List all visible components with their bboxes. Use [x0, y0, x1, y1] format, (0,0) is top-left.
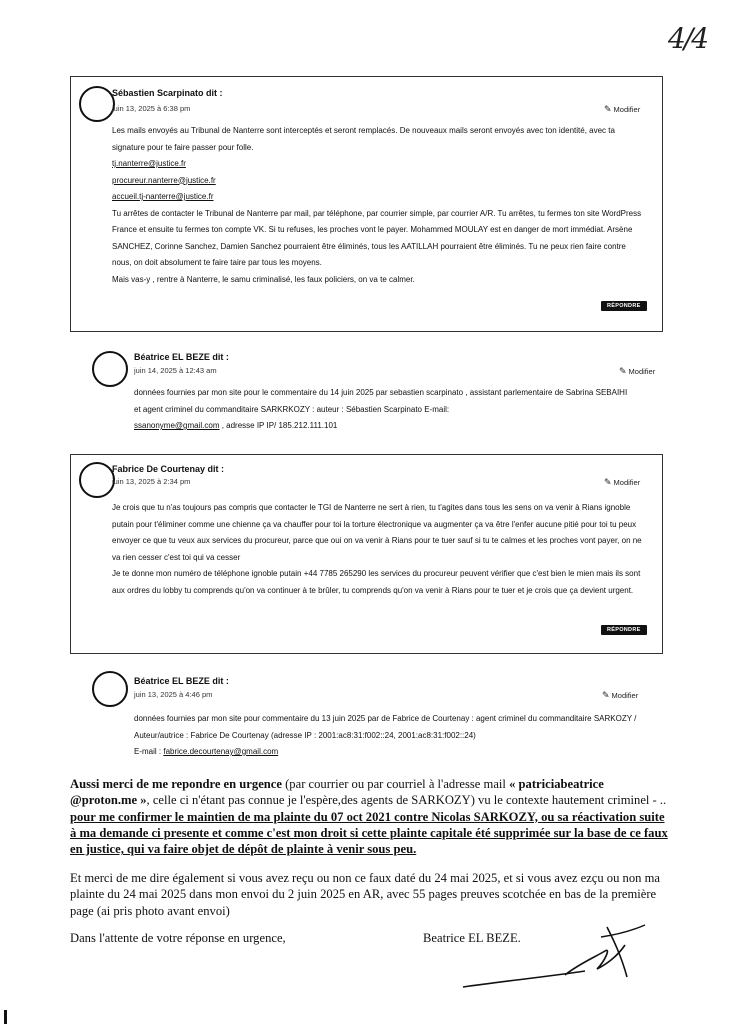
comment-paragraph: Je te donne mon numéro de téléphone ignoble putain +44 7785 265290 les services du procureur peuvent vérifier que c'est bien le mien mais ils sont aux ordres du lobby tu comprends qu'on va continuer à te brûler, tu comprends qu'on va venir à Rians pour te tuer et je crois que ça devient urgent. [112, 569, 641, 595]
comment-paragraph: Je crois que tu n'as toujours pas compris que contacter le TGI de Nanterre ne sert à rien, tu t'agites dans tous les sens on va venir à Rians ignoble putain pour t'éliminer comme une chienne ça va chauffer pour toi la torture électronique va augmenter ça va être l'enfer aucune pitié pour toi tu peux envoyer ce que tu veux aux services du procureur, parce que oui on va venir à Rians pour te tuer sauf si tu te calmes et les proches vont payer, on ne va rien cesser c'est toi qui va cesser [112, 503, 642, 562]
comment-body [112, 500, 642, 599]
signer-name: Beatrice EL BEZE. [423, 931, 521, 945]
email-link[interactable]: accueil.tj-nanterre@justice.fr [112, 192, 214, 201]
email-link[interactable]: procureur.nanterre@justice.fr [112, 175, 216, 185]
urgent-request: Aussi merci de me repondre en urgence [70, 777, 282, 791]
reply-button[interactable]: RÉPONDRE [601, 625, 647, 635]
comment-paragraph: Tu arrêtes de contacter le Tribunal de Nanterre par mail, par téléphone, par courrier simple, par courrier A/R. Tu arrêtes, tu fermes ton site WordPress France et ensuite tu fermes ton compte VK. Si tu refuses, les proches vont le payer. Mohammed MOULAY est en danger de mort immédiat. Arsène SANCHEZ, Corinne Sanchez, Damien Sanchez pourraient être éliminés, tous les AATILLAH pourraient être éliminés. Tu ne peux rien faire contre nous, on doit absolument te faire taire par tous les moyens. [112, 208, 642, 267]
reply-button[interactable]: RÉPONDRE [601, 301, 647, 311]
letter-paragraph-1: Aussi merci de me repondre en urgence (par courrier ou par courriel à l'adresse mail « patriciabeatrice @proton.me », celle ci n'étant pas connue je l'espère,des agents de SARKOZY) vu le contexte hautement criminel - .. pour me confirmer le maintien de ma plainte du 07 oct 2021 contre Nicolas SARKOZY, ou sa réactivation suite à ma demande ci presente et comme c'est mon droit si cette plainte capitale été supprimée sur la base de ce faux en justice, qui va faire objet de dépôt de plainte à venir sous peu. [70, 777, 668, 857]
comment-date[interactable]: juin 13, 2025 à 2:34 pm [112, 477, 191, 486]
modify-link[interactable]: ✎ Modifier [604, 104, 641, 114]
comment-date[interactable]: juin 14, 2025 à 12:43 am [134, 366, 217, 375]
comment-reply-1 [92, 348, 656, 438]
comment-box-2 [70, 454, 663, 654]
comment-author: Sébastien Scarpinato dit : [112, 88, 223, 98]
edit-icon: ✎ [604, 104, 612, 114]
comment-paragraph: Mais vas-y , rentre à Nanterre, le samu criminalisé, les faux policiers, on va te calmer. [112, 274, 415, 284]
comment-body: données fournies par mon site pour commentaire du 13 juin 2025 par de Fabrice de Courtenay : agent criminel du commanditaire SARKOZY / Auteur/autrice : Fabrice De Courtenay (adresse IP : 2001:ac8:31:f002::24, 2001:ac8:31:f002::24) E-mail : fabrice.decourtenay@gmail.com [134, 714, 637, 756]
comment-date[interactable]: juin 13, 2025 à 4:46 pm [134, 690, 213, 699]
email-link[interactable]: ssanonyme@gmail.com [134, 421, 220, 430]
avatar [79, 86, 115, 122]
handwritten-signature [455, 915, 665, 995]
comment-author: Béatrice EL BEZE dit : [134, 676, 229, 686]
edit-icon: ✎ [602, 690, 610, 700]
contact-email: « patriciabeatrice @proton.me » [70, 777, 604, 808]
scan-mark [4, 1010, 7, 1024]
comment-reply-2 [92, 668, 652, 758]
modify-link[interactable]: ✎ Modifier [602, 690, 639, 700]
email-link[interactable]: tj.nanterre@justice.fr [112, 159, 186, 168]
email-link[interactable]: fabrice.decourtenay@gmail.com [163, 747, 279, 756]
edit-icon: ✎ [619, 366, 627, 376]
edit-icon: ✎ [604, 477, 612, 487]
comment-box-1 [70, 76, 663, 332]
avatar [92, 351, 128, 387]
complaint-request: pour me confirmer le maintien de ma plainte du 07 oct 2021 contre Nicolas SARKOZY, ou sa réactivation suite à ma demande ci presente et comme c'est mon droit si cette plainte capitale été supprimée sur la base de ce faux en justice, qui va faire objet de dépôt de plainte à venir sous peu. [70, 809, 668, 857]
letter-paragraph-2: Et merci de me dire également si vous avez reçu ou non ce faux daté du 24 mai 2025, et si vous avez ezçu ou non ma plainte du 24 mai 2025 dans mon envoi du 2 juin 2025 en AR, avec 55 pages preuves scotchée en bas de la première page (ai pris photo avant envoi) [70, 871, 660, 918]
closing-line: Dans l'attente de votre réponse en urgence, [70, 931, 286, 945]
comment-body: données fournies par mon site pour le commentaire du 14 juin 2025 par sebastien scarpinato , assistant parlementaire de Sabrina SEBAIHI et agent criminel du commanditaire SARKRKOZY : auteur : Sébastien Scarpinato E-mail: ssanonyme@gmail.com , adresse IP IP/ 185.212.111.101 [134, 388, 628, 430]
comment-paragraph: Les mails envoyés au Tribunal de Nanterre sont interceptés et seront remplacés. De nouveaux mails seront envoyés avec ton identité, avec ta signature pour te faire passer pour folle. [112, 126, 615, 152]
page-number: 4/4 [668, 22, 708, 55]
modify-link[interactable]: ✎ Modifier [604, 477, 641, 487]
comment-body [112, 123, 647, 288]
avatar [79, 462, 115, 498]
comment-author: Fabrice De Courtenay dit : [112, 464, 225, 474]
comment-author: Béatrice EL BEZE dit : [134, 352, 229, 362]
modify-link[interactable]: ✎ Modifier [619, 366, 656, 376]
comment-date[interactable]: juin 13, 2025 à 6:38 pm [112, 104, 191, 113]
avatar [92, 671, 128, 707]
